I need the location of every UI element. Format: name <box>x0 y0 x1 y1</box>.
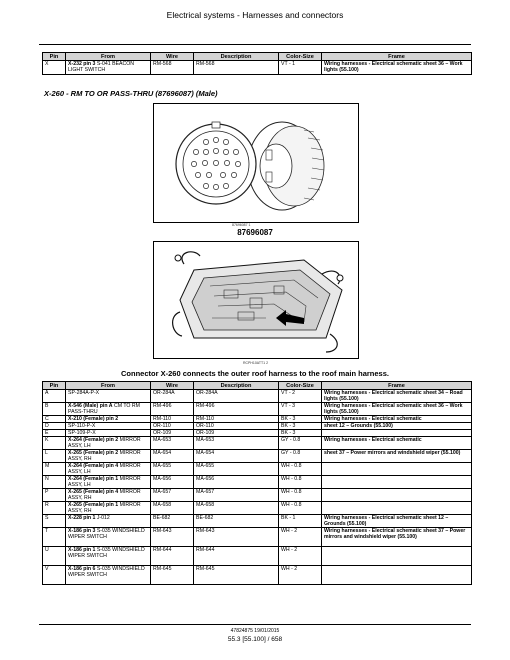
col-pin: Pin <box>43 382 66 390</box>
cell-from <box>66 437 151 450</box>
cell-frame: Wiring harnesses - Electrical schematic sheet 37 – Power mirrors and windshield wiper (55.100) <box>322 528 472 547</box>
cell-color-size: BK - 3 <box>279 430 322 437</box>
cell-pin: R <box>43 502 66 515</box>
cell-description: MA-654 <box>194 450 279 463</box>
section-title: X-260 - RM TO OR PASS-THRU (87696087) (Male) <box>44 89 218 98</box>
cell-description: MA-657 <box>194 489 279 502</box>
from-component: SP-109-P-X <box>68 430 96 436</box>
cell-from <box>66 566 151 585</box>
from-component: MIRROR ASSY, RH <box>68 502 141 514</box>
cell-pin: L <box>43 450 66 463</box>
cell-pin: P <box>43 489 66 502</box>
col-wire: Wire <box>151 53 194 61</box>
from-component: MIRROR ASSY, LH <box>68 463 141 475</box>
table-row <box>43 390 472 403</box>
table-row <box>43 566 472 585</box>
cell-pin: B <box>43 403 66 416</box>
cell-color-size: VT - 3 <box>279 403 322 416</box>
cell-from <box>66 547 151 566</box>
table-row <box>43 515 472 528</box>
pin-table-2 <box>42 381 472 585</box>
from-component: SP-284A-P-X <box>68 390 100 396</box>
cell-frame <box>322 476 472 489</box>
cell-from <box>66 430 151 437</box>
cell-color-size: WH - 0.8 <box>279 476 322 489</box>
footer-doc-id: 47824875 19/01/2015 <box>230 628 280 634</box>
cell-description: RM-644 <box>194 547 279 566</box>
table-row <box>43 489 472 502</box>
col-color-size: Color-Size <box>279 382 322 390</box>
cell-description: RM-645 <box>194 566 279 585</box>
cell-from <box>66 423 151 430</box>
from-connector: X-265 (Female) pin 4 <box>68 489 119 495</box>
connector-drawing <box>154 104 358 222</box>
table-row <box>43 430 472 437</box>
page-header-title: Electrical systems - Harnesses and connectors <box>166 10 344 20</box>
cell-color-size: WH - 2 <box>279 566 322 585</box>
cell-wire: BE-682 <box>151 515 194 528</box>
footer-rule <box>39 624 471 625</box>
table-header-row <box>43 382 472 390</box>
cell-wire: RM-643 <box>151 528 194 547</box>
header-rule <box>39 44 471 45</box>
cell-frame: Wiring harnesses - Electrical schematic <box>322 437 472 450</box>
cell-wire: MA-656 <box>151 476 194 489</box>
from-connector: X-210 (Female) pin 2 <box>68 416 119 422</box>
from-component: MIRROR ASSY, RH <box>68 450 141 462</box>
cell-wire: MA-655 <box>151 463 194 476</box>
cell-pin: U <box>43 547 66 566</box>
cell-frame: Wiring harnesses - Electrical schematic sheet 34 – Road lights (55.100) <box>322 390 472 403</box>
from-component: S-035 WINDSHIELD WIPER SWITCH <box>68 566 145 578</box>
cell-pin: N <box>43 476 66 489</box>
cell-wire: RM-644 <box>151 547 194 566</box>
cell-wire: MA-654 <box>151 450 194 463</box>
cell-description: MA-653 <box>194 437 279 450</box>
col-wire: Wire <box>151 382 194 390</box>
cell-pin: S <box>43 515 66 528</box>
table-header-row <box>43 53 472 61</box>
from-connector: X-186 pin 1 <box>68 547 96 553</box>
from-connector: X-264 (Female) pin 4 <box>68 463 119 469</box>
cell-from <box>66 476 151 489</box>
cell-from <box>66 502 151 515</box>
cell-color-size: WH - 2 <box>279 547 322 566</box>
col-from: From <box>66 53 151 61</box>
table-row <box>43 423 472 430</box>
table-row <box>43 61 472 75</box>
cell-from <box>66 390 151 403</box>
from-connector: X-546 (Male) pin A <box>68 403 113 409</box>
cell-description: OR-284A <box>194 390 279 403</box>
cell-color-size: WH - 0.8 <box>279 489 322 502</box>
part-number: 87696087 <box>237 228 273 237</box>
from-component: MIRROR ASSY, LH <box>68 437 141 449</box>
cell-wire: MA-657 <box>151 489 194 502</box>
cell-frame: Wiring harnesses - Electrical schematic sheet 36 – Work lights (55.100) <box>322 403 472 416</box>
from-connector: X-265 (Female) pin 1 <box>68 502 119 508</box>
from-component: CM TO RM PASS-THRU <box>68 403 140 415</box>
cell-wire: MA-653 <box>151 437 194 450</box>
from-component: S-041 BEACON LIGHT SWITCH <box>68 61 135 73</box>
cell-pin: M <box>43 463 66 476</box>
roof-harness-image <box>153 241 359 359</box>
cell-pin: C <box>43 416 66 423</box>
cell-from <box>66 416 151 423</box>
col-description: Description <box>194 382 279 390</box>
cell-from <box>66 528 151 547</box>
from-connector: X-186 pin 6 <box>68 566 96 572</box>
table-row <box>43 450 472 463</box>
cell-color-size: VT - 2 <box>279 390 322 403</box>
cell-wire: RM-496 <box>151 403 194 416</box>
table-row <box>43 547 472 566</box>
cell-description: MA-656 <box>194 476 279 489</box>
cell-description: BE-682 <box>194 515 279 528</box>
image-caption: Connector X-260 connects the outer roof harness to the roof main harness. <box>121 369 389 378</box>
from-connector: X-186 pin 3 <box>68 528 96 534</box>
cell-from <box>66 515 151 528</box>
roof-harness-drawing <box>154 242 358 358</box>
cell-from <box>66 489 151 502</box>
table-row <box>43 403 472 416</box>
cell-description: RM-643 <box>194 528 279 547</box>
cell-frame: sheet 37 – Power mirrors and windshield wiper (55.100) <box>322 450 472 463</box>
cell-from <box>66 61 151 75</box>
cell-pin: D <box>43 423 66 430</box>
cell-color-size: BK - 3 <box>279 416 322 423</box>
from-component: J-012 <box>95 515 110 521</box>
cell-pin: E <box>43 430 66 437</box>
from-component: S-035 WINDSHIELD WIPER SWITCH <box>68 547 145 559</box>
col-frame: Frame <box>322 53 472 61</box>
cell-description: MA-658 <box>194 502 279 515</box>
cell-from <box>66 463 151 476</box>
table-row <box>43 502 472 515</box>
cell-from <box>66 403 151 416</box>
col-from: From <box>66 382 151 390</box>
connector-image <box>153 103 359 223</box>
cell-from <box>66 450 151 463</box>
table-row <box>43 416 472 423</box>
cell-pin: T <box>43 528 66 547</box>
from-connector: X-228 pin 1 <box>68 515 96 521</box>
col-description: Description <box>194 53 279 61</box>
cell-pin: K <box>43 437 66 450</box>
cell-description: RM-110 <box>194 416 279 423</box>
from-connector: X-264 (Female) pin 2 <box>68 437 119 443</box>
cell-wire: RM-645 <box>151 566 194 585</box>
cell-color-size: WH - 0.8 <box>279 502 322 515</box>
cell-color-size: WH - 2 <box>279 528 322 547</box>
cell-wire: OR-110 <box>151 423 194 430</box>
cell-frame <box>322 463 472 476</box>
col-pin: Pin <box>43 53 66 61</box>
from-connector: X-264 (Female) pin 1 <box>68 476 119 482</box>
from-connector: X-265 (Female) pin 2 <box>68 450 119 456</box>
footer-page-number: 55.3 [55.100] / 658 <box>227 636 283 643</box>
from-component: S-035 WINDSHIELD WIPER SWITCH <box>68 528 145 540</box>
col-frame: Frame <box>322 382 472 390</box>
image1-code: 87696087 1 <box>232 223 251 227</box>
from-connector: X-232 pin 3 <box>68 61 96 67</box>
cell-wire: RM-110 <box>151 416 194 423</box>
from-component: MIRROR ASSY, LH <box>68 476 141 488</box>
cell-frame: Wiring harnesses - Electrical schematic sheet 36 – Work lights (55.100) <box>322 61 472 75</box>
pin-table-1 <box>42 52 472 75</box>
cell-color-size: BK - 1 <box>279 515 322 528</box>
cell-color-size: GY - 0.8 <box>279 450 322 463</box>
from-component: MIRROR ASSY, RH <box>68 489 141 501</box>
cell-description: MA-655 <box>194 463 279 476</box>
table-row <box>43 528 472 547</box>
cell-color-size: GY - 0.8 <box>279 437 322 450</box>
cell-frame: Wiring harnesses - Electrical schematic <box>322 416 472 423</box>
cell-description: OR-110 <box>194 423 279 430</box>
cell-description: RM-568 <box>194 61 279 75</box>
cell-frame: Wiring harnesses - Electrical schematic sheet 12 – Grounds (55.100) <box>322 515 472 528</box>
cell-frame <box>322 566 472 585</box>
cell-frame <box>322 502 472 515</box>
cell-wire: MA-658 <box>151 502 194 515</box>
cell-wire: OR-109 <box>151 430 194 437</box>
image2-code: RCPH10ATT1 2 <box>243 361 269 365</box>
cell-pin: V <box>43 566 66 585</box>
cell-description: OR-109 <box>194 430 279 437</box>
cell-frame <box>322 489 472 502</box>
table-row <box>43 476 472 489</box>
cell-color-size: WH - 0.8 <box>279 463 322 476</box>
cell-frame <box>322 430 472 437</box>
cell-frame: sheet 12 – Grounds (55.100) <box>322 423 472 430</box>
cell-color-size: BK - 3 <box>279 423 322 430</box>
cell-pin: X <box>43 61 66 75</box>
cell-color-size: VT - 1 <box>279 61 322 75</box>
cell-wire: OR-284A <box>151 390 194 403</box>
cell-description: RM-496 <box>194 403 279 416</box>
cell-frame <box>322 547 472 566</box>
table-row <box>43 437 472 450</box>
cell-wire: RM-568 <box>151 61 194 75</box>
from-component: SP-110-P-X <box>68 423 96 429</box>
cell-pin: A <box>43 390 66 403</box>
col-color-size: Color-Size <box>279 53 322 61</box>
table-row <box>43 463 472 476</box>
